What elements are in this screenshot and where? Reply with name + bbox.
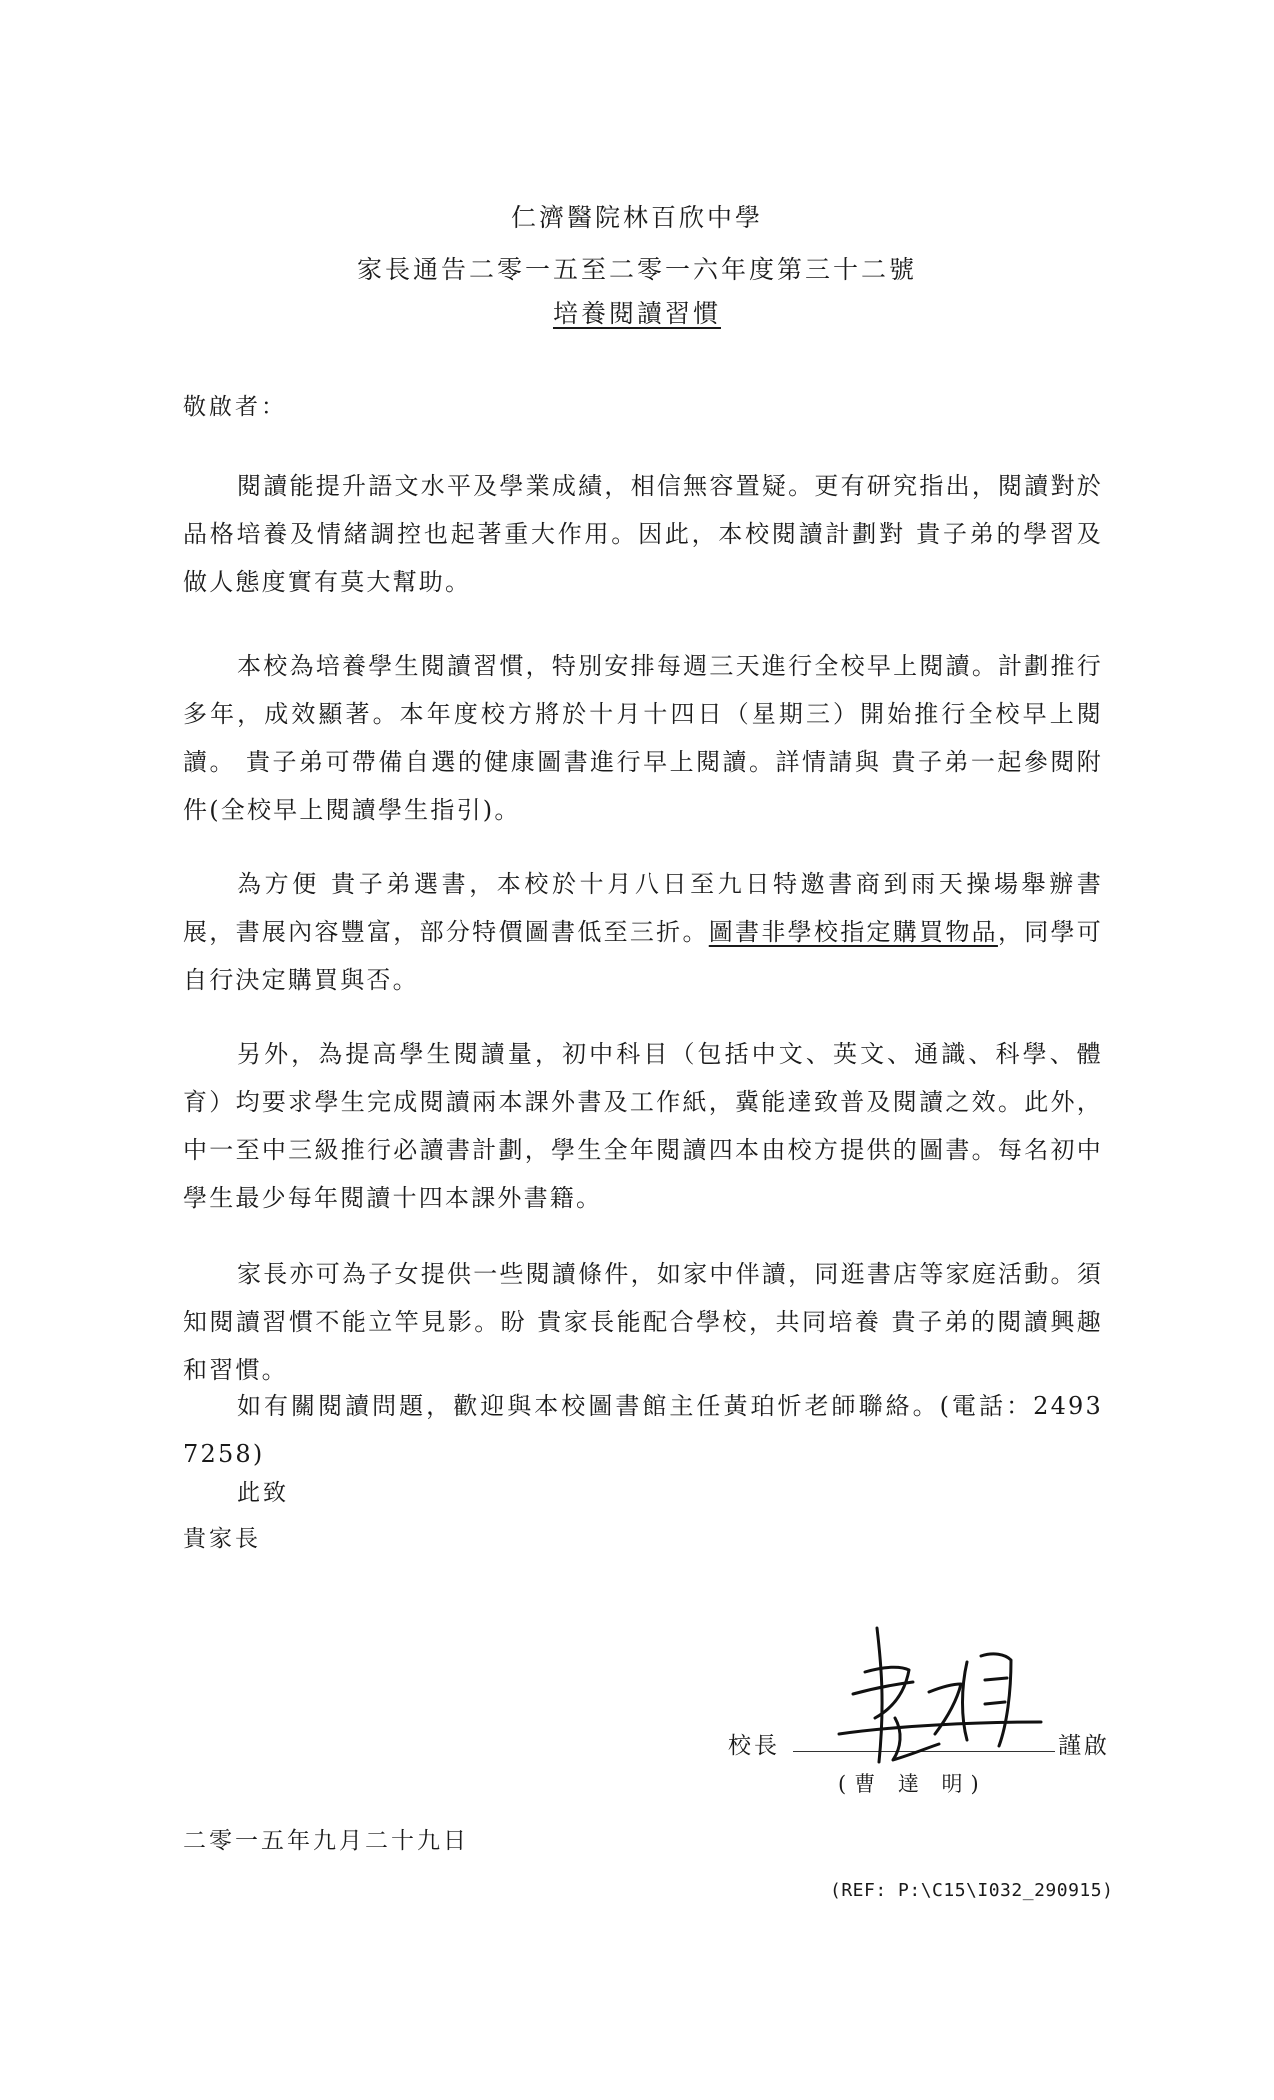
paragraph-reading-benefits: 閱讀能提升語文水平及學業成績，相信無容置疑。更有研究指出，閱讀對於品格培養及情緒調控也起著重大作用。因此，本校閱讀計劃對 貴子弟的學習及做人態度實有莫大幫助。 — [183, 472, 1103, 596]
paragraph-book-fair — [183, 860, 1103, 1004]
letter-date: 二零一五年九月二十九日 — [183, 1828, 469, 1854]
principal-name: (曹 達 明) — [838, 1772, 987, 1796]
paragraph-contact: 如有關閱讀問題，歡迎與本校圖書館主任黃珀忻老師聯絡。(電話：2493 7258) — [183, 1392, 1103, 1468]
book-fair-notice-underlined: 圖書非學校指定購買物品 — [708, 918, 998, 946]
paragraph-reading-requirements: 另外，為提高學生閱讀量，初中科目（包括中文、英文、通識、科學、體育）均要求學生完成閱讀兩本課外書及工作紙，冀能達致普及閱讀之效。此外，中一至中三級推行必讀書計劃，學生全年閱讀四本由校方提供的圖書。每名初中學生最少每年閱讀十四本課外書籍。 — [183, 1040, 1103, 1212]
closing-word: 此致 — [237, 1480, 289, 1506]
principal-signature — [835, 1622, 1045, 1772]
school-name: 仁濟醫院林百欣中學 — [510, 203, 763, 232]
salutation: 敬啟者： — [183, 394, 287, 420]
respect-closing: 謹啟 — [1058, 1733, 1110, 1759]
paragraph-parent-support: 家長亦可為子女提供一些閱讀條件，如家中伴讀，同逛書店等家庭活動。須知閱讀習慣不能立竿見影。盼 貴家長能配合學校，共同培養 貴子弟的閱讀興趣和習慣。 — [183, 1260, 1103, 1384]
paragraph-morning-reading: 本校為培養學生閱讀習慣，特別安排每週三天進行全校早上閱讀。計劃推行多年，成效顯著。本年度校方將於十月十四日（星期三）開始推行全校早上閱讀。 貴子弟可帶備自選的健康圖書進行早上閱讀。詳情請與 貴子弟一起參閱附件(全校早上閱讀學生指引)。 — [183, 652, 1103, 824]
notice-number: 家長通告二零一五至二零一六年度第三十二號 — [356, 255, 917, 284]
book-fair-text: 為方便 貴子弟選書，本校於十月八日至九日特邀書商到雨天操場舉辦書展，書展內容豐富，部分特價圖書低至三折。 — [183, 870, 1103, 946]
principal-title: 校長 — [728, 1733, 780, 1759]
book-fair-text-end: ，同學可自行決定購買與否。 — [183, 918, 1104, 994]
closing-recipient: 貴家長 — [183, 1526, 261, 1552]
reference-code: (REF: P:\C15\I032_290915) — [830, 1880, 1114, 1901]
notice-subject: 培養閱讀習慣 — [552, 299, 721, 328]
